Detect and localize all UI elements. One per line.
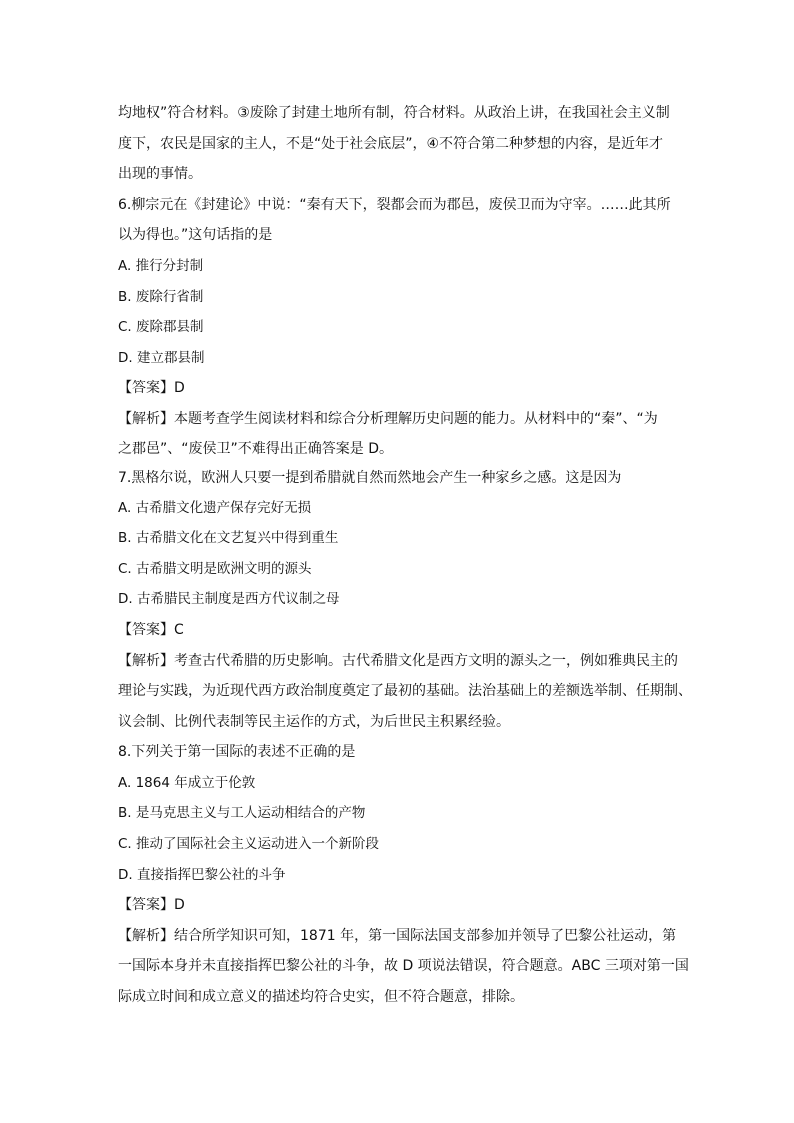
analysis-line: 【解析】本题考查学生阅读材料和综合分析理解历史问题的能力。从材料中的“秦”、“为	[118, 410, 658, 427]
option-a: A. 1864 年成立于伦敦	[118, 774, 256, 791]
answer-line: 【答案】D	[118, 380, 185, 397]
analysis-line: 议会制、比例代表制等民主运作的方式，为后世民主积累经验。	[118, 713, 510, 730]
option-a: A. 推行分封制	[118, 257, 204, 274]
document-page	[118, 98, 692, 1013]
analysis-line: 一国际本身并未直接指挥巴黎公社的斗争，故 D 项说法错误，符合题意。ABC 三项对第一国	[118, 958, 689, 975]
question-6	[118, 190, 680, 464]
option-a: A. 古希腊文化遗产保存完好无损	[118, 499, 312, 516]
question-stem: 8.下列关于第一国际的表述不正确的是	[118, 744, 356, 761]
analysis-line: 理论与实践，为近现代西方政治制度奠定了最初的基础。法治基础上的差额选举制、任期制、	[118, 683, 692, 700]
option-c: C. 古希腊文明是欧洲文明的源头	[118, 560, 312, 577]
text-line: 度下，农民是国家的主人，不是“处于社会底层”，④不符合第二种梦想的内容，是近年才	[118, 135, 664, 152]
question-stem: 6.柳宗元在《封建论》中说：“秦有天下，裂都会而为郡邑，废侯卫而为守宰。……此其所	[118, 196, 671, 213]
option-b: B. 古希腊文化在文艺复兴中得到重生	[118, 530, 339, 547]
text-line: 均地权”符合材料。③废除了封建土地所有制，符合材料。从政治上讲，在我国社会主义制	[118, 105, 670, 121]
option-b: B. 废除行省制	[118, 288, 204, 305]
option-b: B. 是马克思主义与工人运动相结合的产物	[118, 805, 366, 822]
answer-line: 【答案】C	[118, 621, 184, 638]
option-c: C. 废除郡县制	[118, 319, 204, 336]
question-stem: 7.黑格尔说，欧洲人只要一提到希腊就自然而然地会产生一种家乡之感。这是因为	[118, 469, 622, 486]
text-line: 出现的事情。	[118, 166, 202, 183]
question-stem: 以为得也。”这句话指的是	[118, 227, 273, 244]
analysis-line: 之郡邑”、“废侯卫”不难得出正确答案是 D。	[118, 440, 393, 457]
option-d: D. 古希腊民主制度是西方代议制之母	[118, 591, 340, 608]
option-d: D. 直接指挥巴黎公社的斗争	[118, 866, 286, 883]
option-c: C. 推动了国际社会主义运动进入一个新阶段	[118, 836, 380, 853]
question-7	[118, 464, 692, 738]
analysis-line: 【解析】考查古代希腊的历史影响。古代希腊文化是西方文明的源头之一，例如雅典民主的	[118, 652, 678, 669]
answer-line: 【答案】D	[118, 897, 185, 914]
analysis-line: 际成立时间和成立意义的描述均符合史实，但不符合题意，排除。	[118, 989, 524, 1006]
analysis-line: 【解析】结合所学知识可知，1871 年，第一国际法国支部参加并领导了巴黎公社运动，第	[118, 927, 677, 944]
intro-paragraph	[118, 98, 680, 190]
option-d: D. 建立郡县制	[118, 349, 205, 366]
question-8	[118, 737, 689, 1012]
